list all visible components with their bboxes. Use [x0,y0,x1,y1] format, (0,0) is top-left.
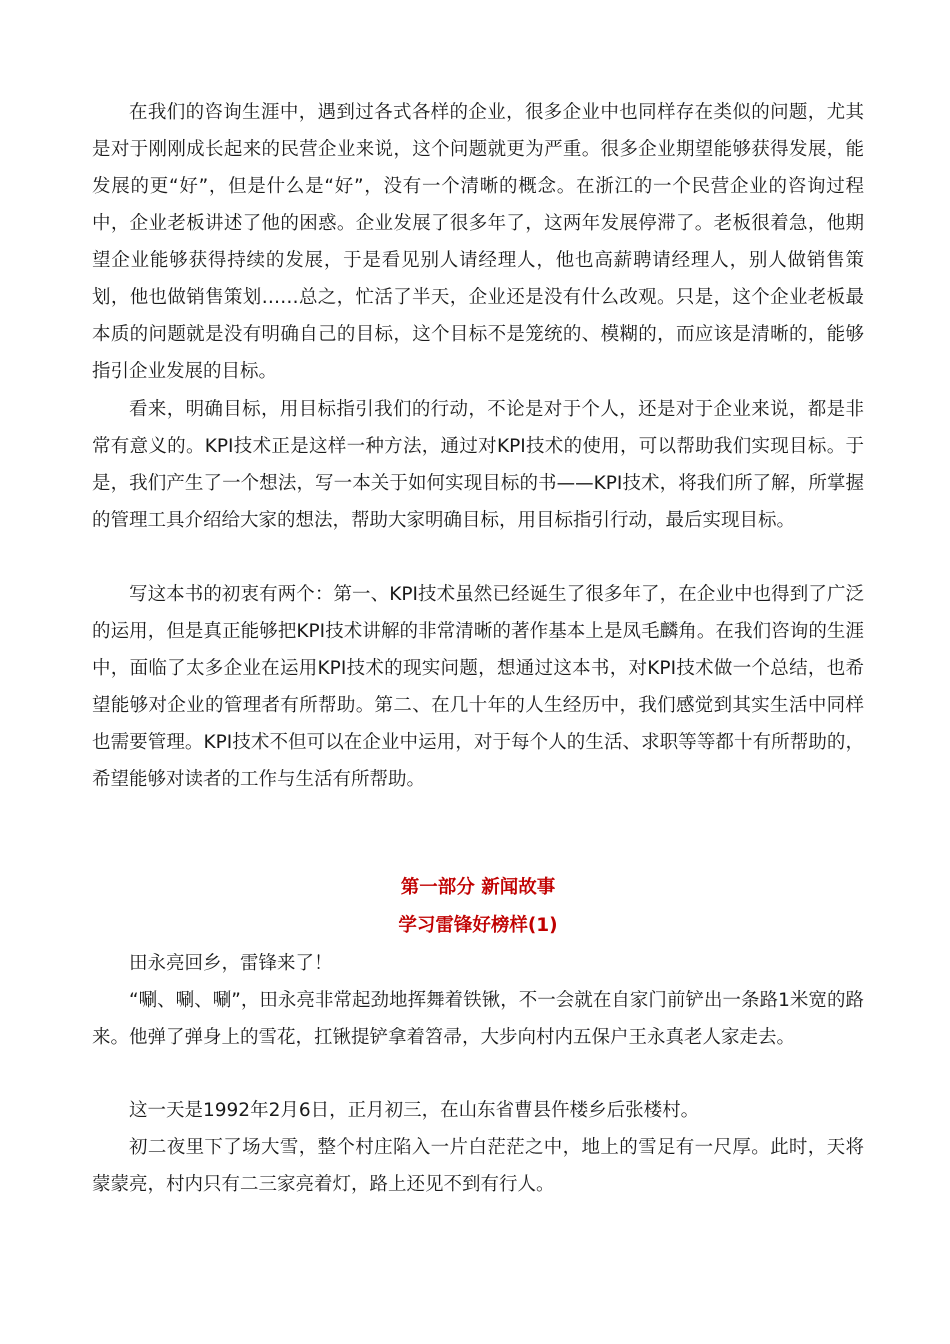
story-title: 学习雷锋好榜样(1) [398,915,558,936]
part-title: 第一部分 新闻故事 [400,877,556,898]
story-paragraph-3: 这一天是1992年2月6日，正月初三，在山东省曹县仵楼乡后张楼村。 [129,1100,700,1121]
story-paragraph-1: 田永亮回乡，雷锋来了！ [129,953,333,974]
intro-paragraph-2: 看来，明确目标，用目标指引我们的行动，不论是对于个人，还是对于企业来说，都是非常有意义的。KPI技术正是这样一种方法，通过对KPI技术的使用，可以帮助我们实现目标。于是，我们产生了一个想法，写一本关于如何实现目标的书——KPI技术，将我们所了解，所掌握的管理工具介绍给大家的想法，帮助大家明确目标，用目标指引行动，最后实现目标。 [92,399,864,531]
intro-paragraph-3: 写这本书的初衷有两个：第一、KPI技术虽然已经诞生了很多年了，在企业中也得到了广泛的运用，但是真正能够把KPI技术讲解的非常清晰的著作基本上是凤毛麟角。在我们咨询的生涯中，面临了太多企业在运用KPI技术的现实问题，想通过这本书，对KPI技术做一个总结，也希望能够对企业的管理者有所帮助。第二、在几十年的人生经历中，我们感觉到其实生活中同样也需要管理。KPI技术不但可以在企业中运用，对于每个人的生活、求职等等都十有所帮助的，希望能够对读者的工作与生活有所帮助。 [92,584,864,790]
story-paragraph-4: 初二夜里下了场大雪，整个村庄陷入一片白茫茫之中，地上的雪足有一尺厚。此时，天将蒙蒙亮，村内只有二三家亮着灯，路上还见不到有行人。 [92,1137,864,1195]
story-paragraph-2: “唰、唰、唰”，田永亮非常起劲地挥舞着铁锹，不一会就在自家门前铲出一条路1米宽的路来。他弹了弹身上的雪花，扛锹提铲拿着笤帚，大步向村内五保户王永真老人家走去。 [92,990,864,1048]
intro-paragraph-1: 在我们的咨询生涯中，遇到过各式各样的企业，很多企业中也同样存在类似的问题，尤其是对于刚刚成长起来的民营企业来说，这个问题就更为严重。很多企业期望能够获得发展，能发展的更“好”，但是什么是“好”，没有一个清晰的概念。在浙江的一个民营企业的咨询过程中，企业老板讲述了他的困惑。企业发展了很多年了，这两年发展停滞了。老板很着急，他期望企业能够获得持续的发展，于是看见别人请经理人，他也高薪聘请经理人，别人做销售策划，他也做销售策划……总之，忙活了半天，企业还是没有什么改观。只是，这个企业老板最本质的问题就是没有明确自己的目标，这个目标不是笼统的、模糊的，而应该是清晰的，能够指引企业发展的目标。 [92,102,864,382]
